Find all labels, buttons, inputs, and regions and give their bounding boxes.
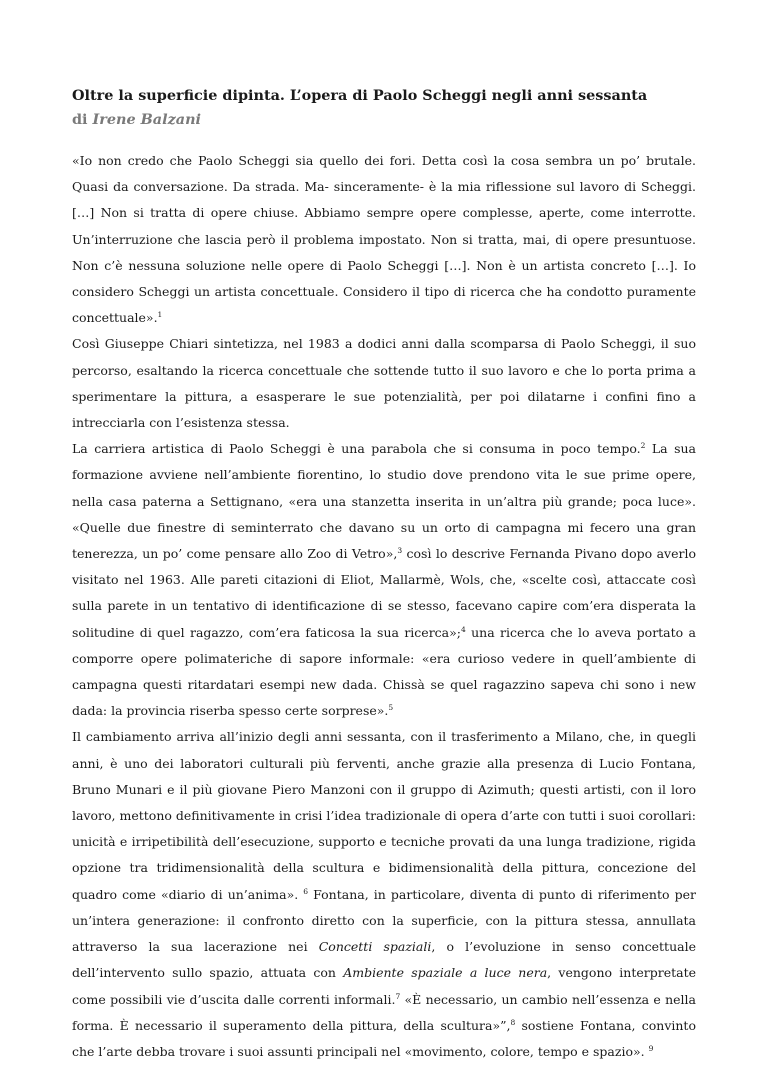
article-body [72, 148, 696, 1065]
paragraph-milano [72, 724, 696, 1065]
paragraph-text: «Io non credo che Paolo Scheggi sia quello dei fori. Detta così la cosa sembra un po’ brutale. Quasi da conversazione. Da strada. Ma- sinceramente- è la mia riflessione sul lavoro di Scheggi.[…] Non si tratta di opere chiuse. Abbiamo sempre opere complesse, aperte, come interrotte. Un’interruzione che lascia però il problema impostato. Non si tratta, mai, di opere presuntuose. Non c’è nessuna soluzione nelle opere di Paolo Scheggi […]. Non è un artista concreto […]. Io considero Scheggi un artista concettuale. Considero il tipo di ricerca che ha condotto puramente concettuale». [72, 153, 696, 326]
paragraph-text: Fontana, in particolare, diventa di punto di riferimento per un’intera generazione: il confronto diretto con la superficie, con la pittura stessa, annullata attraverso la sua lacerazione nei [72, 886, 696, 955]
footnote-marker: 6 [303, 886, 309, 896]
footnote-marker: 8 [510, 1017, 516, 1027]
paragraph-text: , vengono interpretate come possibili vie d’uscita dalle correnti informali. [72, 965, 697, 1007]
byline-prefix: di [72, 111, 93, 128]
paragraph-text: , o l’evoluzione in senso concettuale dell’intervento sullo spazio, attuata con [72, 939, 696, 981]
paragraph-text: La carriera artistica di Paolo Scheggi è una parabola che si consuma in poco tempo. [72, 441, 641, 457]
artwork-title: Ambiente spaziale a luce nera [343, 965, 548, 981]
paragraph-text: sostiene Fontana, convinto che l’arte debba trovare i suoi assunti principali nel «movimento, colore, tempo e spazio». [72, 1017, 696, 1059]
footnote-marker: 7 [395, 991, 401, 1001]
article-header [72, 84, 702, 132]
paragraph-quote [72, 148, 696, 331]
paragraph-text: così lo descrive Fernanda Pivano dopo averlo visitato nel 1963. Alle pareti citazioni di Eliot, Mallarmè, Wols, che, «scelte così, attaccate così sulla parete in un tentativo di identificazione di se stesso, facevano capire com’era disperata la solitudine di quel ragazzo, com’era faticosa la sua ricerca»; [72, 546, 696, 640]
footnote-marker: 4 [461, 624, 466, 634]
paragraph-text: Così Giuseppe Chiari sintetizza, nel 1983 a dodici anni dalla scomparsa di Paolo Scheggi, il suo percorso, esaltando la ricerca concettuale che sottende tutto il suo lavoro e che lo porta prima a sperimentare la pittura, a esasperare le sue potenzialità, per poi dilatarne i confini fino a intrecciarla con l’esistenza stessa. [72, 336, 696, 431]
footnote-marker: 9 [648, 1043, 654, 1053]
paragraph-text: La sua formazione avviene nell’ambiente fiorentino, lo studio dove prendono vita le sue prime opere, nella casa paterna a Settignano, «era una stanzetta inserita in un’altra più grande; poca luce». «Quelle due finestre di seminterrato che davano su un orto di campagna mi fecero una gran tenerezza, un po’ come pensare allo Zoo di Vetro», [72, 441, 697, 562]
author-name: Irene Balzani [92, 111, 202, 128]
paragraph-text: Il cambiamento arriva all’inizio degli anni sessanta, con il trasferimento a Milano, che, in quegli anni, è uno dei laboratori culturali più ferventi, anche grazie alla presenza di Lucio Fontana, Bruno Munari e il più giovane Piero Manzoni con il gruppo di Azimuth; questi artisti, con il loro lavoro, mettono definitivamente in crisi l’idea tradizionale di opera d’arte con tutti i suoi corollari: unicità e irripetibilità dell’esecuzione, supporto e tecniche provati da una lunga tradizione, rigida opzione tra tridimensionalità della scultura e bidimensionalità della pittura, concezione del quadro come «diario di un’anima». [72, 729, 696, 902]
article-byline [72, 108, 702, 132]
paragraph-text: una ricerca che lo aveva portato a comporre opere polimateriche di sapore informale: «era curioso vedere in quell’ambiente di campagna questi ritardatari esempi new dada. Chissà se quel ragazzino sapeva chi sono i new dada: la provincia riserba spesso certe sorprese». [72, 624, 696, 719]
footnote-marker: 2 [640, 441, 646, 451]
footnote-marker: 5 [388, 703, 394, 713]
artwork-title: Concetti spaziali [318, 939, 432, 955]
paragraph-text: «È necessario, un cambio nell’essenza e nella forma. È necessario il superamento della pittura, della scultura»”, [72, 991, 696, 1033]
paragraph-chiari [72, 331, 696, 436]
paragraph-career [72, 436, 696, 724]
article-title: Oltre la superficie dipinta. L’opera di Paolo Scheggi negli anni sessanta [72, 87, 648, 104]
footnote-marker: 1 [157, 310, 163, 320]
footnote-marker: 3 [397, 546, 403, 556]
